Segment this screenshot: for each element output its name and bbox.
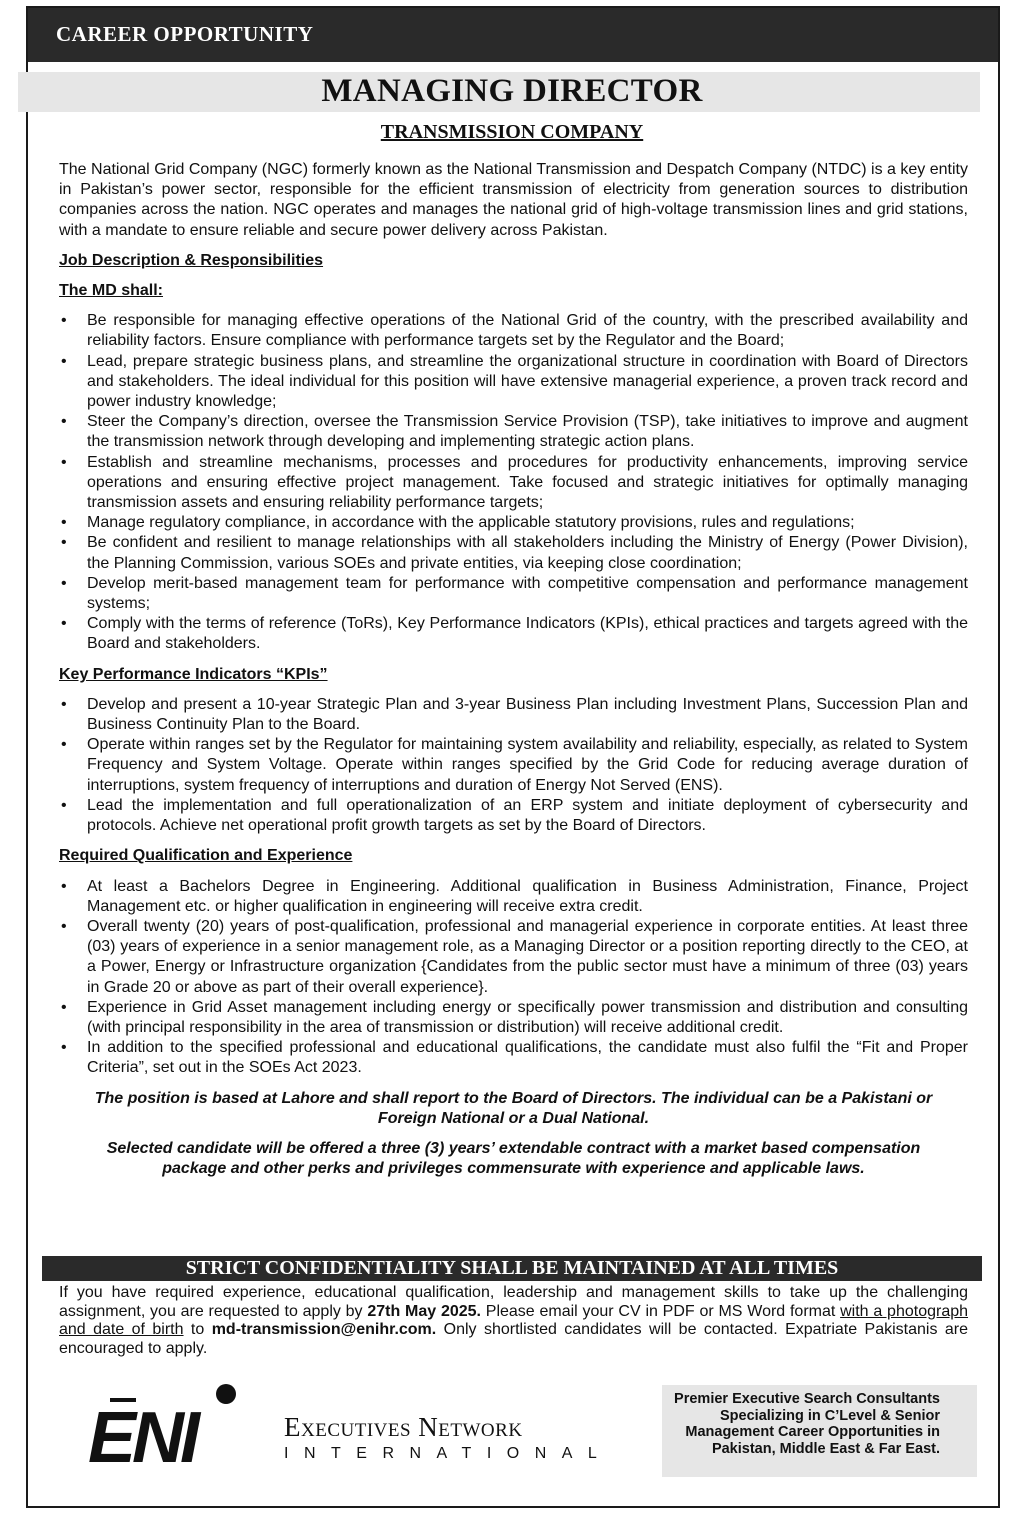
list-item: • Develop merit-based management team for performance with competitive compensation and performance management systems; — [59, 574, 968, 614]
confidentiality-text: STRICT CONFIDENTIALITY SHALL BE MAINTAINED AT ALL TIMES — [185, 1257, 839, 1279]
logo-letters: ENI — [88, 1398, 197, 1470]
apply-text-2: Please email your CV in PDF or MS Word format — [481, 1302, 841, 1320]
kpi-section-heading: Key Performance Indicators “KPIs” — [59, 665, 328, 683]
brand-name: Executives Network — [284, 1412, 523, 1442]
list-item: • Lead, prepare strategic business plans, and streamline the organizational structure in coordination with Board of Directors and stakeholders. The ideal individual for this position will have extensive managerial experience, a proven track record and power industry knowledge; — [59, 352, 968, 413]
company-subtitle: TRANSMISSION COMPANY — [380, 121, 644, 143]
qualification-list — [59, 877, 968, 1079]
main-content — [59, 160, 968, 1189]
list-item: • Be responsible for managing effective operations of the National Grid of the country, with the prescribed availability and reliability factors. Ensure compliance with performance targets set by the Regulator and the Board; — [59, 311, 968, 351]
apply-text-3: to — [183, 1321, 212, 1338]
apply-deadline: 27th May 2025. — [367, 1302, 481, 1320]
location-statement: The position is based at Lahore and shall report to the Board of Directors. The individual can be a Pakistani or Foreign National or a Dual National. — [94, 1089, 933, 1127]
header-label: CAREER OPPORTUNITY — [56, 22, 314, 46]
list-item: • Be confident and resilient to manage relationships with all stakeholders including the Ministry of Energy (Power Division), the Planning Commission, various SOEs and private entities, via keeping close coordination; — [59, 533, 968, 573]
logo-dot-icon — [216, 1384, 236, 1404]
list-item: • Establish and streamline mechanisms, processes and procedures for productivity enhancements, improving service operations and ensuring effective project management. Take focused and strategic initiatives for optimally managing transmission assets and ensuring reliability performance targets; — [59, 453, 968, 514]
list-item: • Develop and present a 10-year Strategic Plan and 3-year Business Plan including Investment Plans, Succession Plan and Business Continuity Plan to the Board. — [59, 695, 968, 735]
application-instructions — [59, 1284, 968, 1358]
list-item: • Lead the implementation and full operationalization of an ERP system and initiate deployment of cybersecurity and protocols. Achieve net operational profit growth targets as set by the Board of Directors. — [59, 796, 968, 836]
contract-statement: Selected candidate will be offered a three (3) years’ extendable contract with a market based compensation package and other perks and privileges commensurate with experience and applicable laws. — [106, 1139, 921, 1178]
qualification-section-heading: Required Qualification and Experience — [59, 847, 353, 865]
list-item: • In addition to the specified professional and educational qualifications, the candidate must also fulfil the “Fit and Proper Criteria”, set out in the SOEs Act 2023. — [59, 1038, 968, 1078]
job-section-heading: Job Description & Responsibilities — [59, 251, 324, 269]
list-item: • Operate within ranges set by the Regulator for maintaining system availability and reliability, especially, as related to System Frequency and System Voltage. Operate within ranges specified by the Grid Code for reducing average duration of interruptions, system frequency of interruptions and duration of Energy Not Served (ENS). — [59, 735, 968, 796]
brand-subtitle: INTERNATIONAL — [284, 1445, 613, 1462]
apply-photo-requirement: with a photograph and date of birth — [59, 1302, 969, 1338]
list-item: • At least a Bachelors Degree in Engineering. Additional qualification in Business Administration, Finance, Project Management etc. or higher qualification in engineering will receive extra credit. — [59, 877, 968, 917]
list-item: • Overall twenty (20) years of post-qualification, professional and managerial experience in corporate entities. At least three (03) years of experience in a senior management role, as a Managing Director or a position reporting directly to the CEO, at a Power, Energy or Infrastructure organization {Candidates from the public sector must have a minimum of three (03) years in Grade 20 or above as part of their overall experience}. — [59, 917, 968, 998]
responsibilities-list — [59, 311, 968, 654]
list-item: • Experience in Grid Asset management including energy or specifically power transmission and distribution and consulting (with principal responsibility in the area of transmission or distribution) will receive additional credit. — [59, 998, 968, 1038]
list-item: • Manage regulatory compliance, in accordance with the applicable statutory provisions, rules and regulations; — [59, 513, 968, 533]
eni-logo — [88, 1380, 248, 1470]
header-bar — [28, 8, 998, 62]
list-item: • Comply with the terms of reference (ToRs), Key Performance Indicators (KPIs), ethical practices and targets agreed with the Board and stakeholders. — [59, 614, 968, 654]
brand-tagline: Premier Executive Search Consultants Specializing in C’Level & Senior Management Career Opportunities in Pakistan, Middle East & Far East. — [674, 1391, 940, 1457]
job-section-subheading: The MD shall: — [59, 282, 164, 300]
apply-email-link[interactable]: md-transmission@enihr.com. — [211, 1321, 437, 1338]
kpi-list — [59, 695, 968, 836]
apply-text-4: Only shortlisted candidates will be contacted. Expatriate Pakistanis are encouraged to apply. — [59, 1321, 969, 1357]
apply-text-1: If you have required experience, educational qualification, leadership and management skills to take up the challenging assignment, you are requested to apply by — [59, 1284, 968, 1320]
intro-paragraph: The National Grid Company (NGC) formerly known as the National Transmission and Despatch Company (NTDC) is a key entity in Pakistan’s power sector, responsible for the efficient transmission of electricity from generation sources to distribution companies across the nation. NGC operates and manages the national grid of high-voltage transmission lines and grid stations, with a mandate to ensure reliable and secure power delivery across Pakistan. — [59, 161, 968, 239]
list-item: • Steer the Company’s direction, oversee the Transmission Service Provision (TSP), take initiatives to improve and augment the transmission network through developing and implementing strategic action plans. — [59, 412, 968, 452]
page-title: MANAGING DIRECTOR — [321, 73, 703, 109]
